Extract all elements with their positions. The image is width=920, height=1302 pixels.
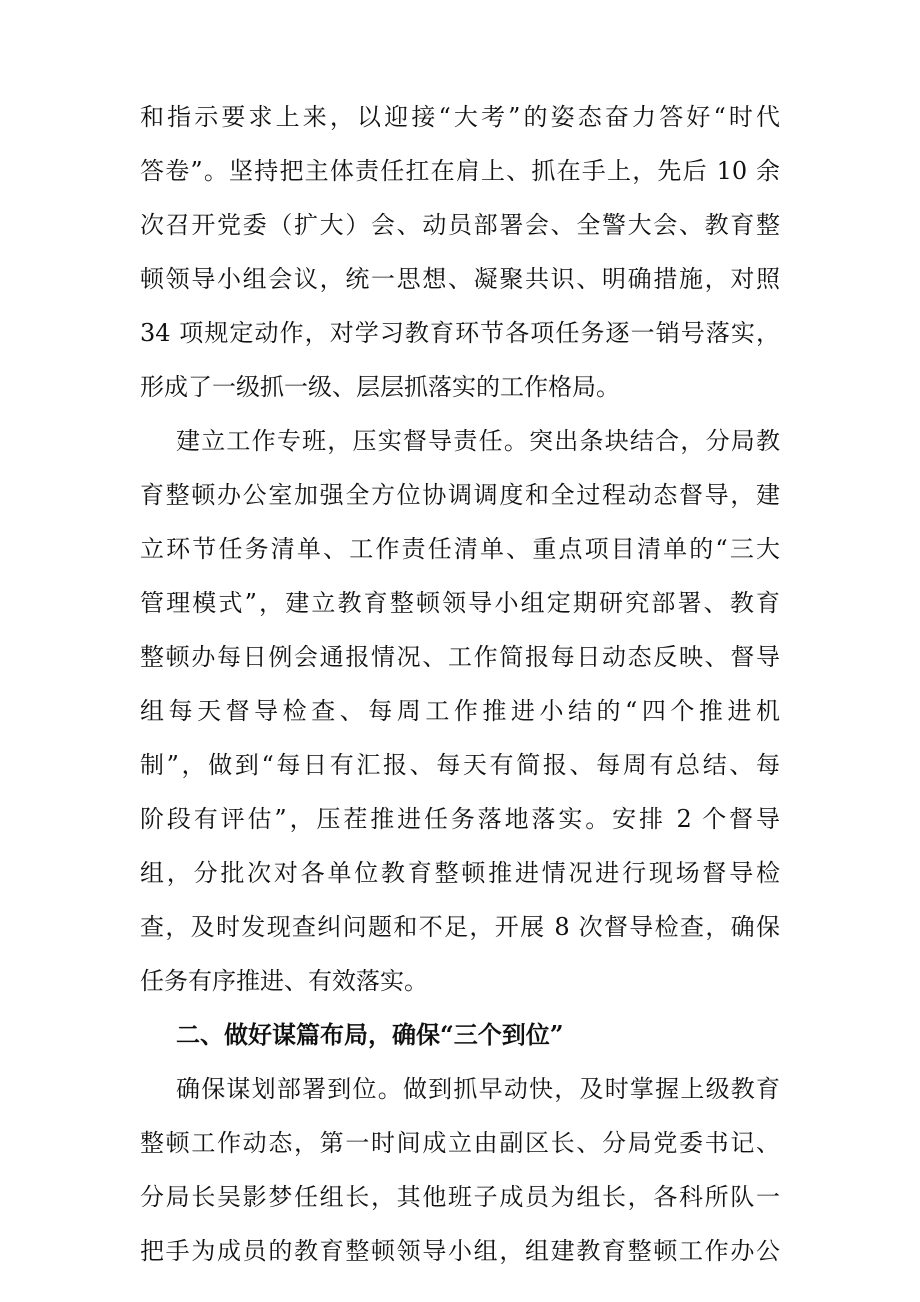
body-line: 组每天督导检查、每周工作推进小结的“四个推进机 (140, 697, 780, 725)
body-line: 制”，做到“每日有汇报、每天有简报、每周有总结、每 (140, 751, 780, 779)
body-line: 整顿工作动态，第一时间成立由副区长、分局党委书记、 (140, 1129, 780, 1157)
body-line: 分局长吴影梦任组长，其他班子成员为组长，各科所队一 (140, 1183, 780, 1211)
body-line: 任务有序推进、有效落实。 (140, 967, 428, 995)
body-line: 答卷”。坚持把主体责任扛在肩上、抓在手上，先后 10 余 (140, 157, 780, 185)
body-line: 阶段有评估”，压茬推进任务落地落实。安排 2 个督导 (140, 805, 780, 833)
body-line: 34 项规定动作，对学习教育环节各项任务逐一销号落实， (140, 319, 780, 347)
body-line: 立环节任务清单、工作责任清单、重点项目清单的“三大 (140, 535, 780, 563)
paragraph-first-line: 确保谋划部署到位。做到抓早动快，及时掌握上级教育 (176, 1075, 780, 1103)
paragraph-first-line: 建立工作专班，压实督导责任。突出条块结合，分局教 (176, 427, 780, 455)
body-line: 管理模式”，建立教育整顿领导小组定期研究部署、教育 (140, 589, 780, 617)
body-line: 整顿办每日例会通报情况、工作简报每日动态反映、督导 (140, 643, 780, 671)
body-line: 查，及时发现查纠问题和不足，开展 8 次督导检查，确保 (140, 913, 780, 941)
body-line: 和指示要求上来，以迎接“大考”的姿态奋力答好“时代 (140, 103, 780, 131)
body-line: 育整顿办公室加强全方位协调调度和全过程动态督导，建 (140, 481, 780, 509)
body-line: 组，分批次对各单位教育整顿推进情况进行现场督导检 (140, 859, 780, 887)
body-line: 形成了一级抓一级、层层抓落实的工作格局。 (140, 373, 620, 401)
body-line: 顿领导小组会议，统一思想、凝聚共识、明确措施，对照 (140, 265, 780, 293)
body-line: 次召开党委（扩大）会、动员部署会、全警大会、教育整 (140, 211, 780, 239)
section-heading: 二、做好谋篇布局，确保“三个到位” (176, 1020, 564, 1049)
body-line: 把手为成员的教育整顿领导小组，组建教育整顿工作办公 (140, 1237, 780, 1265)
